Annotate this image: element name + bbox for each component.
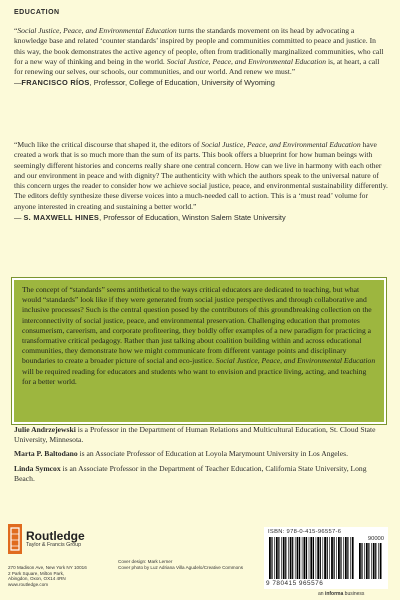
quote-text: “Much like the critical discourse that shaped it, the editors of xyxy=(14,140,202,149)
quote-affiliation: , Professor of Education, Winston Salem State University xyxy=(99,213,286,223)
isbn-barcode xyxy=(264,527,388,589)
routledge-logo-icon xyxy=(8,524,22,554)
publisher-address xyxy=(8,565,87,587)
address-line: Abingdon, Oxon, OX14 4RN xyxy=(8,576,66,582)
quote-title-ref: Social Justice, Peace, and Environmental Education xyxy=(166,56,327,66)
publisher-logo xyxy=(8,524,85,554)
isbn-number: ISBN: 978-0-415-96557-6 xyxy=(268,529,342,535)
address-line: 270 Madison Ave, New York NY 10016 xyxy=(8,565,87,570)
cover-photo-credit: Cover photo by Luz Adriana Villa Agudelo/Creative Commons xyxy=(118,564,244,570)
quote-attribution: — S. MAXWELL HINES, Professor of Education, Winston Salem State University xyxy=(14,213,286,223)
informa-business-label: an informa business xyxy=(318,591,365,597)
barcode-bars-icon xyxy=(268,537,354,579)
editor-text: is a Professor in the Department of Human Relations and Multicultural Education, St. Cloud State University, Minnesota. xyxy=(14,425,376,445)
quote-affiliation: , Professor, College of Education, University of Wyoming xyxy=(89,78,275,88)
cover-credits xyxy=(118,559,243,570)
book-description-box xyxy=(12,278,386,424)
editor-bios xyxy=(14,425,386,488)
quote-text: turns the standards movement on its head by advocating a knowledge base and related ‘counter standards’ inspired by people and communities committed to peace and justice. In this way, the book demonstrates the active agency of people, often from traditionally marginalized communities, who call for a new way of thinking and being in the world. xyxy=(14,26,384,66)
price-code: 90000 xyxy=(367,536,384,542)
editor-bio xyxy=(14,464,386,484)
endorsement-quote-rios xyxy=(14,26,388,89)
barcode-digits: 9 780415 965576 xyxy=(266,580,324,587)
description-text: The concept of “standards” seems antithetical to the ways critical educators are dedicated to teaching, but what would “standards” look like if they were generated from social justice perspectives and through collaborative and inclusive processes? Such is the central question posed by the contributors of this groundbreaking collection on the interconnectivity of social justice, peace, and environmental preservation. Challenging education that promotes consumerism, careerism, and corporate profiteering, they boldly offer examples of a new paradigm for practicing a transformative critical pedagogy. Rather than just talking about coalition building within and across educational communities, they demonstrate how we might communicate from different vantage points and disciplinary boundaries to create a broader picture of social and eco-justice. xyxy=(22,285,372,366)
cover-design-credit: Cover design: Mark Lerner xyxy=(118,559,173,564)
editor-name: Julie Andrzejewski xyxy=(14,425,76,434)
endorsement-quote-hines xyxy=(14,140,388,223)
publisher-group: Taylor & Francis Group xyxy=(26,542,82,548)
category-label: EDUCATION xyxy=(14,9,60,16)
editor-name: Marta P. Baltodano xyxy=(14,449,78,459)
address-line: 2 Park Square, Milton Park, xyxy=(8,570,65,576)
quote-attribution: —FRANCISCO RÍOS, Professor, College of Education, University of Wyoming xyxy=(14,78,275,88)
editor-text: is an Associate Professor in the Department of Teacher Education, California State University, Long Beach. xyxy=(14,463,367,483)
publisher-name: Routledge xyxy=(26,529,85,543)
quote-text: have created a work that is so much more than the sum of its parts. This book offers a blueprint for how human beings with seemingly different histories and concerns really share one central concern. How can we live in harmony with each other and our environment in peace and with dignity? The authenticity with which the authors speak to the universal nature of this concern urges the reader to consider how we achieve social justice, peace, and environmental sustainability differently. The editors deftly synthesize these diverse voices into a much-needed call to action. This is a ‘must read’ volume for anyone interested in creating and sustaining a better world.” xyxy=(14,140,388,211)
editor-bio xyxy=(14,425,386,445)
quote-text: is, at heart, a call for renewing our selves, our schools, our communities, and our world. And renew we must.” xyxy=(14,56,380,77)
address-line: www.routledge.com xyxy=(8,581,49,587)
barcode-addon-bars-icon xyxy=(358,543,384,579)
editor-text: is an Associate Professor of Education at Loyola Marymount University in Los Angeles. xyxy=(77,449,349,459)
editor-name: Linda Symcox xyxy=(14,463,61,473)
quote-open-mark: “ xyxy=(14,26,18,35)
quote-author: S. MAXWELL HINES xyxy=(23,213,100,223)
editor-bio xyxy=(14,449,386,459)
description-title-ref: Social Justice, Peace, and Environmental Education xyxy=(215,356,376,366)
quote-title-ref: Social Justice, Peace, and Environmental Education xyxy=(17,26,177,35)
quote-title-ref: Social Justice, Peace, and Environmental Education xyxy=(201,140,361,149)
description-text: will be required reading for educators and students who want to envision and practice living, acting, and teaching for a better world. xyxy=(22,366,367,386)
informa-brand: informa xyxy=(324,591,344,597)
quote-author: FRANCISCO RÍOS xyxy=(21,78,90,88)
